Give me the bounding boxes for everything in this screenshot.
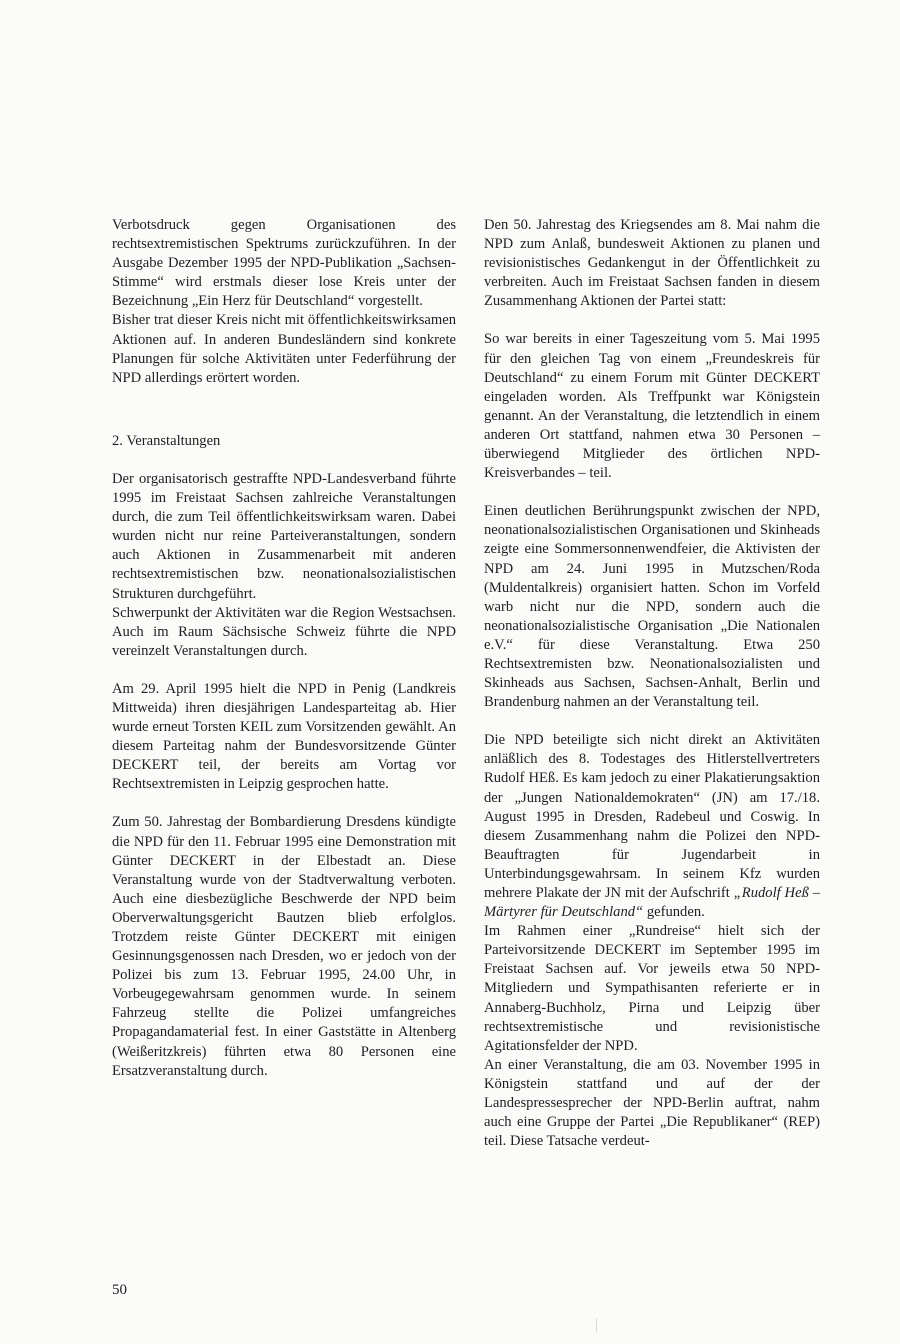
paragraph: So war bereits in einer Tageszeitung vom 5. Mai 1995 für den gleichen Tag von einem „Freundeskreis für Deutschland“ zu einem Forum mit Günter DECKERT eingeladen worden. Als Treffpunkt war Königstein genannt. An der Veranstaltung, die letztendlich in einem anderen Ort stattfand, nahmen etwa 30 Personen – überwiegend Mitglieder des örtlichen NPD-Kreisverbandes – teil. xyxy=(484,331,820,482)
paragraph: Bisher trat dieser Kreis nicht mit öffentlichkeitswirksamen Aktionen auf. In anderen Bundesländern sind konkrete Planungen für solche Aktivitäten unter Federführung der NPD allerdings erörtert worden. xyxy=(112,312,456,386)
paragraph: Schwerpunkt der Aktivitäten war die Region Westsachsen. Auch im Raum Sächsische Schweiz führte die NPD vereinzelt Veranstaltungen durch. xyxy=(112,604,456,659)
paragraph: Am 29. April 1995 hielt die NPD in Penig (Landkreis Mittweida) ihren diesjährigen Landesparteitag ab. Hier wurde erneut Torsten KEIL zum Vorsitzenden gewählt. An diesem Parteitag nahm der Bundesvorsitzende Günter DECKERT teil, der bereits am Vortag vor Rechtsextremisten in Leipzig gesprochen hatte. xyxy=(112,680,456,793)
italic-quote: „Rudolf Heß – Märtyrer für Deutschland“ xyxy=(484,885,820,921)
paragraph-text: gefunden. xyxy=(643,904,705,921)
paragraph: Der organisatorisch gestraffte NPD-Landesverband führte 1995 im Freistaat Sachsen zahlreiche Veranstaltungen durch, die zum Teil öffentlichkeitswirksam waren. Dabei wurden nicht nur reine Parteiveranstaltungen, sondern auch Aktionen in Zusammenarbeit mit anderen rechtsextremistischen bzw. neonationalsozialistischen Strukturen durchgeführt. xyxy=(112,470,456,602)
paragraph: Verbotsdruck gegen Organisationen des rechtsextremistischen Spektrums zurückzuführen. In der Ausgabe Dezember 1995 der NPD-Publikation „Sachsen-Stimme“ wird erstmals dieser lose Kreis unter der Bezeichnung „Ein Herz für Deutschland“ vorgestellt. xyxy=(112,217,456,310)
paragraph: Einen deutlichen Berührungspunkt zwischen der NPD, neonationalsozialistischen Organisationen und Skinheads zeigte eine Sommersonnenwendfeier, die Aktivisten der NPD am 24. Juni 1995 in Mutzschen/Roda (Muldentalkreis) organisiert hatten. Schon im Vorfeld warb nicht nur die NPD, sondern auch die neonationalsozialistische Organisation „Die Nationalen e.V.“ für diese Veranstaltung. Etwa 250 Rechtsextremisten bzw. Neonationalsozialisten und Skinheads aus Sachsen, Sachsen-Anhalt, Berlin und Brandenburg nahmen an der Veranstaltung teil. xyxy=(484,503,820,711)
paragraph: Im Rahmen einer „Rundreise“ hielt sich der Parteivorsitzende DECKERT im September 1995 im Freistaat Sachsen auf. Vor jeweils etwa 50 NPD-Mitgliedern und Sympathisanten referierte er in Annaberg-Buchholz, Pirna und Leipzig über rechtsextremistische und revisionistische Agitationsfelder der NPD. xyxy=(484,923,820,1054)
scan-mark xyxy=(596,1318,597,1332)
page-number: 50 xyxy=(112,1282,127,1298)
section-heading: 2. Veranstaltungen xyxy=(112,432,221,449)
paragraph: Zum 50. Jahrestag der Bombardierung Dresdens kündigte die NPD für den 11. Februar 1995 eine Demonstration mit Günter DECKERT in der Elbestadt an. Diese Veranstaltung wurde von der Stadtverwaltung verboten. Auch eine diesbezügliche Beschwerde der NPD beim Oberverwaltungsgericht Bautzen blieb erfolglos. Trotzdem reiste Günter DECKERT mit einigen Gesinnungsgenossen nach Dresden, wo er jedoch von der Polizei bis zum 13. Februar 1995, 24.00 Uhr, in Vorbeugegewahrsam genommen wurde. In seinem Fahrzeug stellte die Polizei umfangreiches Propagandamaterial fest. In einer Gaststätte in Altenberg (Weißeritzkreis) führten etwa 80 Personen eine Ersatzveranstaltung durch. xyxy=(112,814,456,1079)
paragraph: An einer Veranstaltung, die am 03. November 1995 in Königstein stattfand und auf der der Landespressesprecher der NPD-Berlin auftrat, nahm auch eine Gruppe der Partei „Die Republikaner“ (REP) teil. Diese Tatsache verdeut- xyxy=(484,1056,820,1150)
paragraph: Den 50. Jahrestag des Kriegsendes am 8. Mai nahm die NPD zum Anlaß, bundesweit Aktionen zu planen und revisionistisches Gedankengut in der Öffentlichkeit zu verbreiten. Auch im Freistaat Sachsen fanden in diesem Zusammenhang Aktionen der Partei statt: xyxy=(484,217,820,310)
left-column xyxy=(112,216,456,1100)
right-column xyxy=(484,216,820,1151)
paragraph-text: Die NPD beteiligte sich nicht direkt an Aktivitäten anläßlich des 8. Todestages des Hitlerstellvertreters Rudolf HEß. Es kam jedoch zu einer Plakatierungsaktion der „Jungen Nationaldemokraten“ (JN) am 17./18. August 1995 in Dresden, Radebeul und Coswig. In diesem Zusammenhang nahm die Polizei den NPD-Beauftragten für Jugendarbeit in Unterbindungsgewahrsam. In seinem Kfz wurden mehrere Plakate der JN mit der Aufschrift xyxy=(484,732,820,901)
paragraph xyxy=(484,731,820,922)
